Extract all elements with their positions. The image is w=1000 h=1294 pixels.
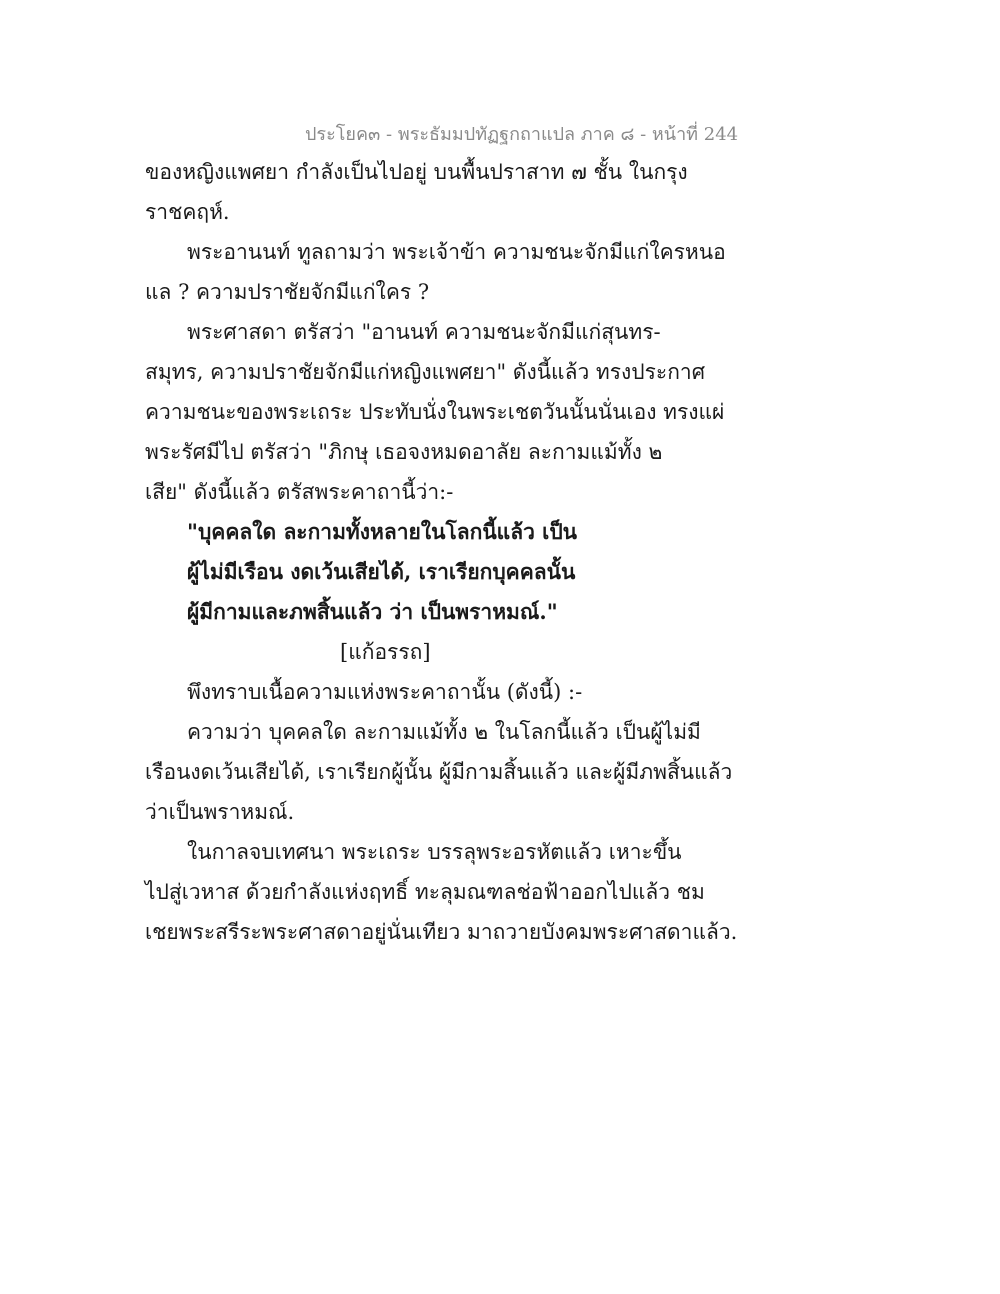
verse-line: ผู้ไม่มีเรือน งดเว้นเสียได้, เราเรียกบุคคลนั้น [187,559,576,584]
text-line: พระรัศมีไป ตรัสว่า "ภิกษุ เธอจงหมดอาลัย ละกามแม้ทั้ง ๒ [145,440,663,464]
text-line: เชยพระสรีระพระศาสดาอยู่นั่นเทียว มาถวายบังคมพระศาสดาแล้ว. [145,920,738,944]
verse-line: ผู้มีกามและภพสิ้นแล้ว ว่า เป็นพราหมณ์." [187,599,558,624]
text-line: ของหญิงแพศยา กำลังเป็นไปอยู่ บนพื้นปราสาท ๗ ชั้น ในกรุง [145,160,688,184]
text-line: ราชคฤห์. [145,200,230,224]
text-line: ความชนะของพระเถระ ประทับนั่งในพระเชตวันนั้นนั่นเอง ทรงแผ่ [145,400,725,424]
text-line: เสีย" ดังนี้แล้ว ตรัสพระคาถานี้ว่า:- [145,480,454,504]
text-line: เรือนงดเว้นเสียได้, เราเรียกผู้นั้น ผู้มีกามสิ้นแล้ว และผู้มีภพสิ้นแล้ว [145,760,733,784]
paragraph-start-line: ความว่า บุคคลใด ละกามแม้ทั้ง ๒ ในโลกนี้แล้ว เป็นผู้ไม่มี [187,720,701,744]
text-line: ไปสู่เวหาส ด้วยกำลังแห่งฤทธิ์ ทะลุมณฑลช่อฟ้าออกไปแล้ว ชม [145,880,705,904]
section-heading: [แก้อรรถ] [340,640,431,664]
paragraph-start-line: พระศาสดา ตรัสว่า "อานนท์ ความชนะจักมีแก่สุนทร- [187,320,661,344]
paragraph-start-line: พระอานนท์ ทูลถามว่า พระเจ้าข้า ความชนะจักมีแก่ใครหนอ [187,240,726,264]
text-line: แล ? ความปราชัยจักมีแก่ใคร ? [145,280,430,304]
running-header: ประโยค๓ - พระธัมมปทัฏฐกถาแปล ภาค ๘ - หน้าที่ 244 [305,124,739,145]
text-line: ว่าเป็นพราหมณ์. [145,800,295,824]
page-body [145,152,745,952]
paragraph-start-line: ในกาลจบเทศนา พระเถระ บรรลุพระอรหัตแล้ว เหาะขึ้น [187,840,682,864]
paragraph-start-line: พึงทราบเนื้อความแห่งพระคาถานั้น (ดังนี้) :- [187,680,583,704]
text-line: สมุทร, ความปราชัยจักมีแก่หญิงแพศยา" ดังนี้แล้ว ทรงประกาศ [145,360,706,384]
verse-line: "บุคคลใด ละกามทั้งหลายในโลกนี้แล้ว เป็น [187,519,578,544]
